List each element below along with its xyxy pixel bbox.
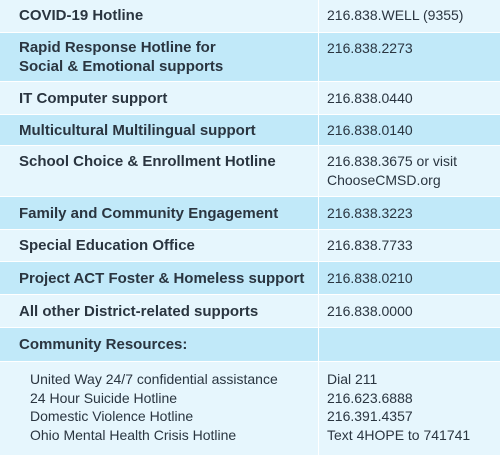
table-row [0,295,500,328]
table-row [0,262,500,295]
community-contacts [327,370,470,444]
table-row [0,115,500,146]
row-label: All other District-related supports [19,303,259,320]
row-label-line: Social & Emotional supports [19,58,224,75]
community-item-contact: Dial 211 [327,371,378,387]
community-item-name: Ohio Mental Health Crisis Hotline [30,426,237,443]
row-phone: 216.838.7733 [327,237,413,253]
community-item-contact: 216.391.4357 [327,408,413,424]
table-row [0,0,500,33]
row-label: IT Computer support [19,90,168,107]
row-label [19,38,223,76]
row-label: School Choice & Enrollment Hotline [19,153,276,170]
table-row [0,82,500,115]
table-row [0,197,500,230]
row-phone: 216.838.2273 [327,40,413,56]
row-label: Special Education Office [19,237,195,254]
column-divider [318,0,319,455]
community-item-name: Domestic Violence Hotline [30,408,194,424]
row-phone: 216.838.WELL (9355) [327,7,464,23]
row-phone: 216.838.0440 [327,90,413,106]
section-heading: Community Resources: [19,336,188,353]
table-row [0,33,500,82]
row-phone-line: 216.838.3675 or visit [327,153,457,169]
row-phone: 216.838.0210 [327,270,413,286]
row-label: Project ACT Foster & Homeless support [19,270,305,287]
table-row [0,230,500,262]
community-names [30,370,278,444]
row-label-line: Rapid Response Hotline for [19,39,216,56]
row-label: Multicultural Multilingual support [19,122,256,139]
community-item-name: 24 Hour Suicide Hotline [30,389,178,406]
table-row [0,146,500,197]
community-resources-block [0,362,500,455]
row-phone: 216.838.3223 [327,205,413,221]
community-item-name: United Way 24/7 confidential assistance [30,371,278,387]
row-phone: 216.838.0000 [327,303,413,319]
row-website-line: ChooseCMSD.org [327,172,441,188]
row-phone: 216.838.0140 [327,122,413,138]
row-phone [327,152,457,190]
community-item-contact: Text 4HOPE to 741741 [327,426,471,443]
row-label: Family and Community Engagement [19,205,279,222]
row-label: COVID-19 Hotline [19,7,144,24]
community-item-contact: 216.623.6888 [327,389,413,406]
community-resources-header-row [0,328,500,362]
